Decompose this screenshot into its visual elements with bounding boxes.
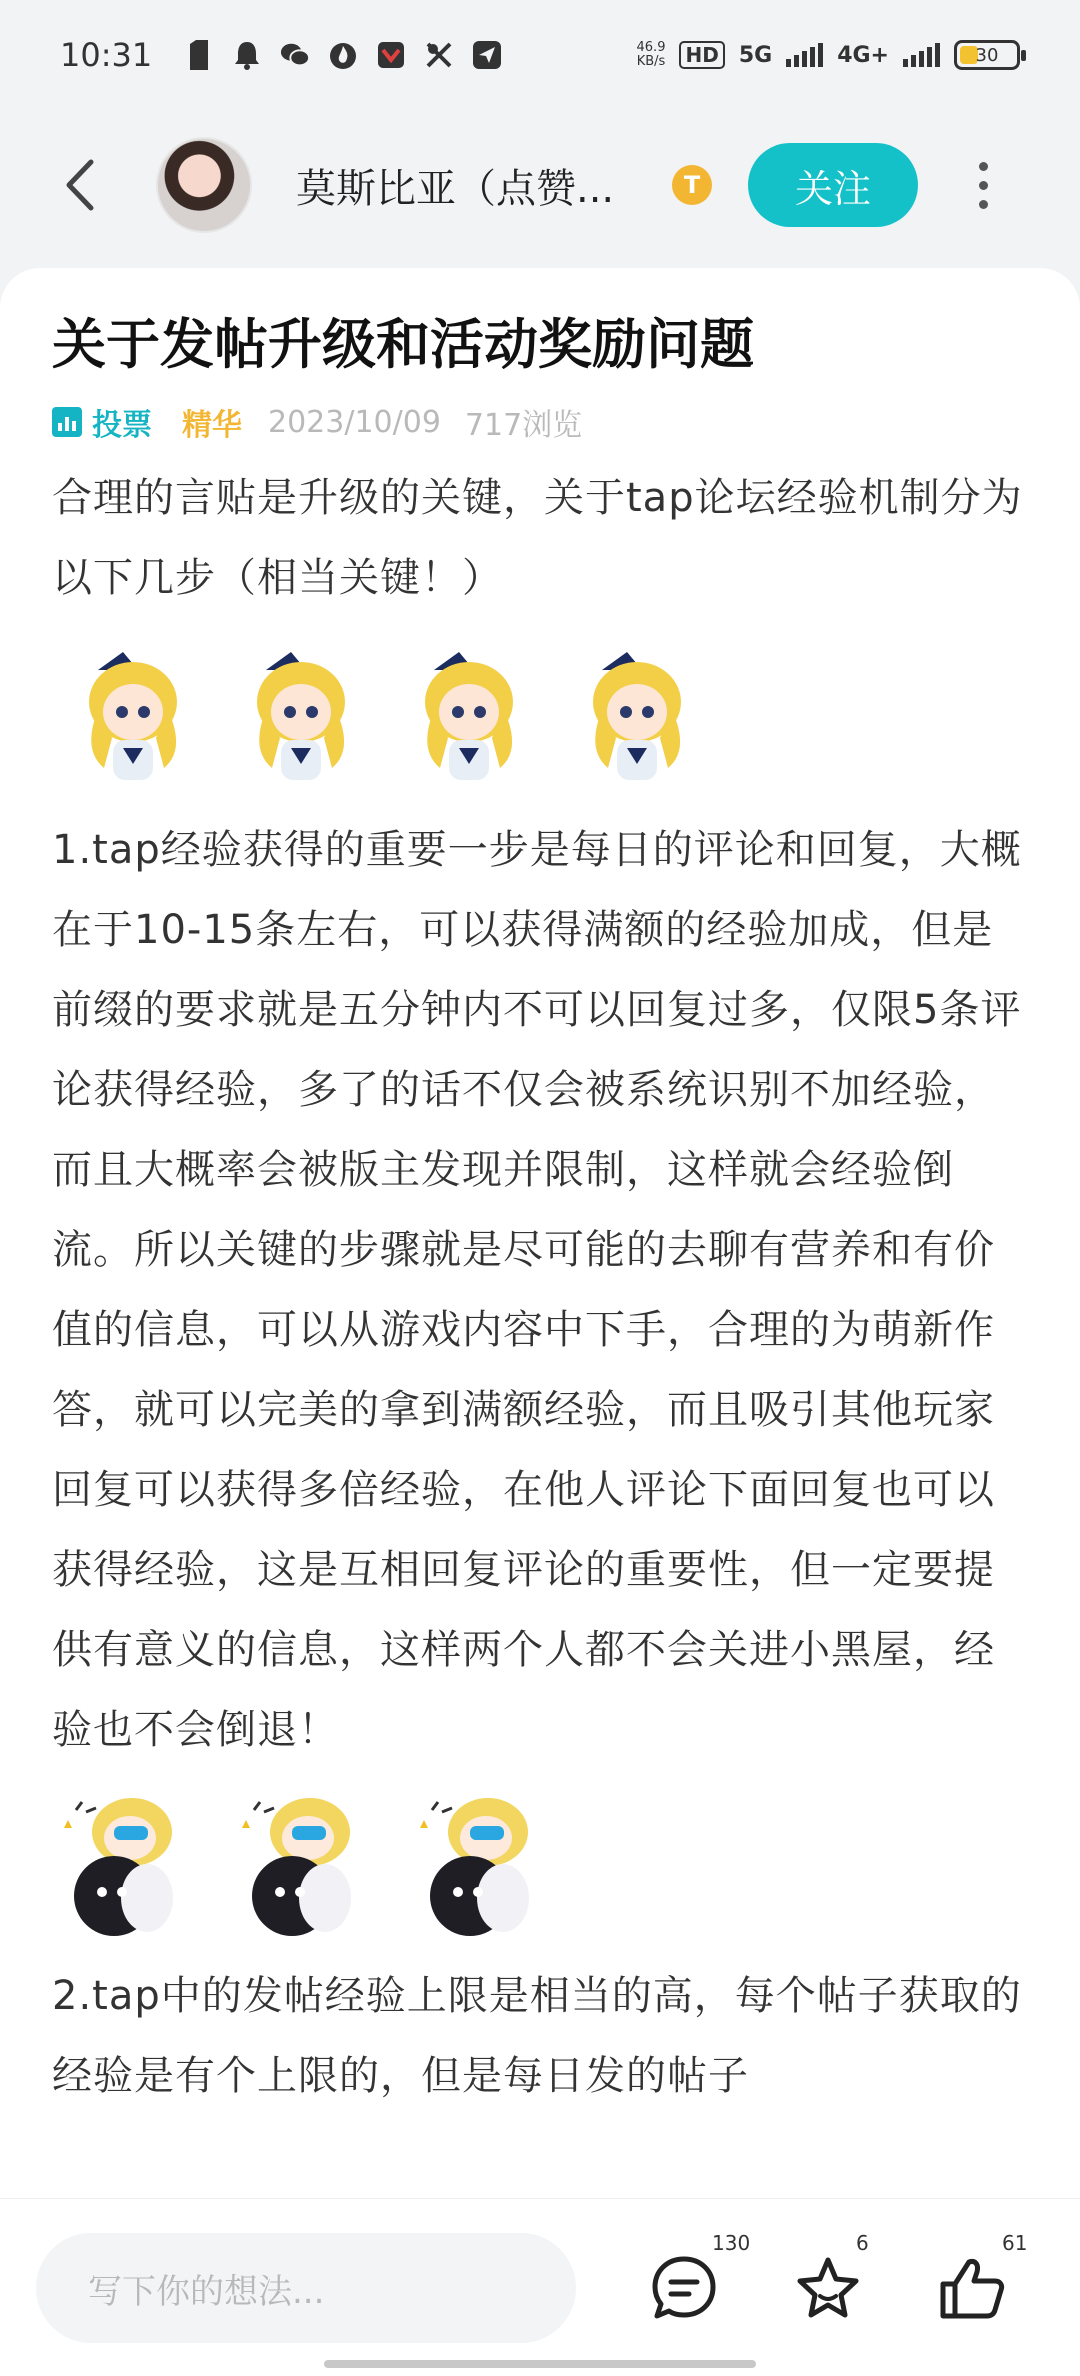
chevron-left-icon — [63, 158, 97, 212]
tools-app-icon — [424, 40, 454, 70]
battery-level: 30 — [975, 44, 999, 66]
anime-girl-sticker-icon — [68, 640, 198, 790]
thumbs-up-bomb-sticker-icon — [52, 1788, 192, 1938]
like-count: 61 — [1002, 2231, 1028, 2255]
essence-tag: 精华 — [182, 408, 242, 443]
post-intro: 合理的言贴是升级的关键，关于tap论坛经验机制分为以下几步（相当关键！） — [52, 475, 1023, 601]
anime-girl-sticker-icon — [572, 640, 702, 790]
post-header — [0, 120, 1080, 250]
thumbs-up-icon — [937, 2254, 1007, 2324]
comment-count: 130 — [712, 2231, 751, 2255]
more-options-button[interactable] — [968, 155, 998, 215]
star-icon — [793, 2254, 863, 2324]
battery-icon — [954, 40, 1020, 70]
network-speed-value: 46.9 — [636, 40, 666, 55]
status-time: 10:31 — [60, 36, 153, 74]
vote-tag-label: 投票 — [92, 408, 152, 443]
comment-button[interactable] — [644, 2249, 724, 2329]
poll-chart-icon — [52, 407, 82, 437]
level-badge-icon: T — [672, 165, 712, 205]
author-name[interactable]: 莫斯比亚（点赞... — [296, 165, 615, 212]
signal-bars-icon — [786, 43, 823, 67]
network-speed — [637, 41, 666, 69]
anime-girl-sticker-icon — [404, 640, 534, 790]
post-paragraph-2: 2.tap中的发帖经验上限是相当的高，每个帖子获取的经验是有个上限的，但是每日发的帖子 — [52, 1973, 1022, 2099]
thumbs-up-bomb-sticker-icon — [230, 1788, 370, 1938]
send-app-icon — [472, 40, 502, 70]
fire-app-icon — [328, 40, 358, 70]
post-card — [0, 268, 1080, 2198]
favorite-button[interactable] — [788, 2249, 868, 2329]
more-dot-icon — [979, 200, 988, 209]
content-fade — [0, 2150, 1080, 2200]
favorite-count: 6 — [856, 2231, 869, 2255]
more-dot-icon — [979, 162, 988, 171]
sticker-row-1 — [68, 640, 1028, 790]
post-paragraph-1: 1.tap经验获得的重要一步是每日的评论和回复，大概在于10-15条左右，可以获得满额的经验加成，但是前缀的要求就是五分钟内不可以回复过多，仅限5条评论获得经验，多了的话不仅会被系统识别不加经验，而且大概率会被版主发现并限制，这样就会经验倒流。所以关键的步骤就是尽可能的去聊有营养和有价值的信息，可以从游戏内容中下手，合理的为萌新作答，就可以完美的拿到满额经验，而且吸引其他玩家回复可以获得多倍经验，在他人评论下面回复也可以获得经验，这是互相回复评论的重要性，但一定要提供有意义的信息，这样两个人都不会关进小黑屋，经验也不会倒退！ — [52, 827, 1022, 1753]
view-count: 717浏览 — [464, 408, 583, 443]
back-button[interactable] — [50, 155, 110, 215]
signal-bars-icon-2 — [903, 43, 940, 67]
comment-bubble-icon — [649, 2254, 719, 2324]
avatar[interactable] — [156, 137, 252, 233]
post-date: 2023/10/09 — [268, 404, 441, 440]
vote-tag[interactable] — [52, 400, 152, 444]
sticker-row-2 — [52, 1788, 1028, 1938]
comment-input[interactable]: 写下你的想法... — [36, 2233, 576, 2343]
post-meta — [52, 400, 1028, 444]
status-bar — [0, 0, 1080, 110]
home-indicator[interactable] — [324, 2360, 756, 2368]
sim-card-icon — [184, 40, 214, 70]
hd-voice-badge: HD — [679, 41, 724, 69]
wechat-icon — [280, 40, 310, 70]
follow-button[interactable]: 关注 — [748, 143, 918, 227]
anime-girl-sticker-icon — [236, 640, 366, 790]
network-speed-unit: KB/s — [636, 54, 666, 69]
huawei-app-icon — [376, 40, 406, 70]
sim2-network-type: 4G+ — [837, 42, 889, 68]
notification-bell-icon — [232, 40, 262, 70]
thumbs-up-bomb-sticker-icon — [408, 1788, 548, 1938]
sim1-network-type: 5G — [738, 42, 773, 68]
more-dot-icon — [979, 181, 988, 190]
like-button[interactable] — [932, 2249, 1012, 2329]
bottom-action-bar — [0, 2198, 1080, 2376]
post-title: 关于发帖升级和活动奖励问题 — [52, 313, 754, 376]
